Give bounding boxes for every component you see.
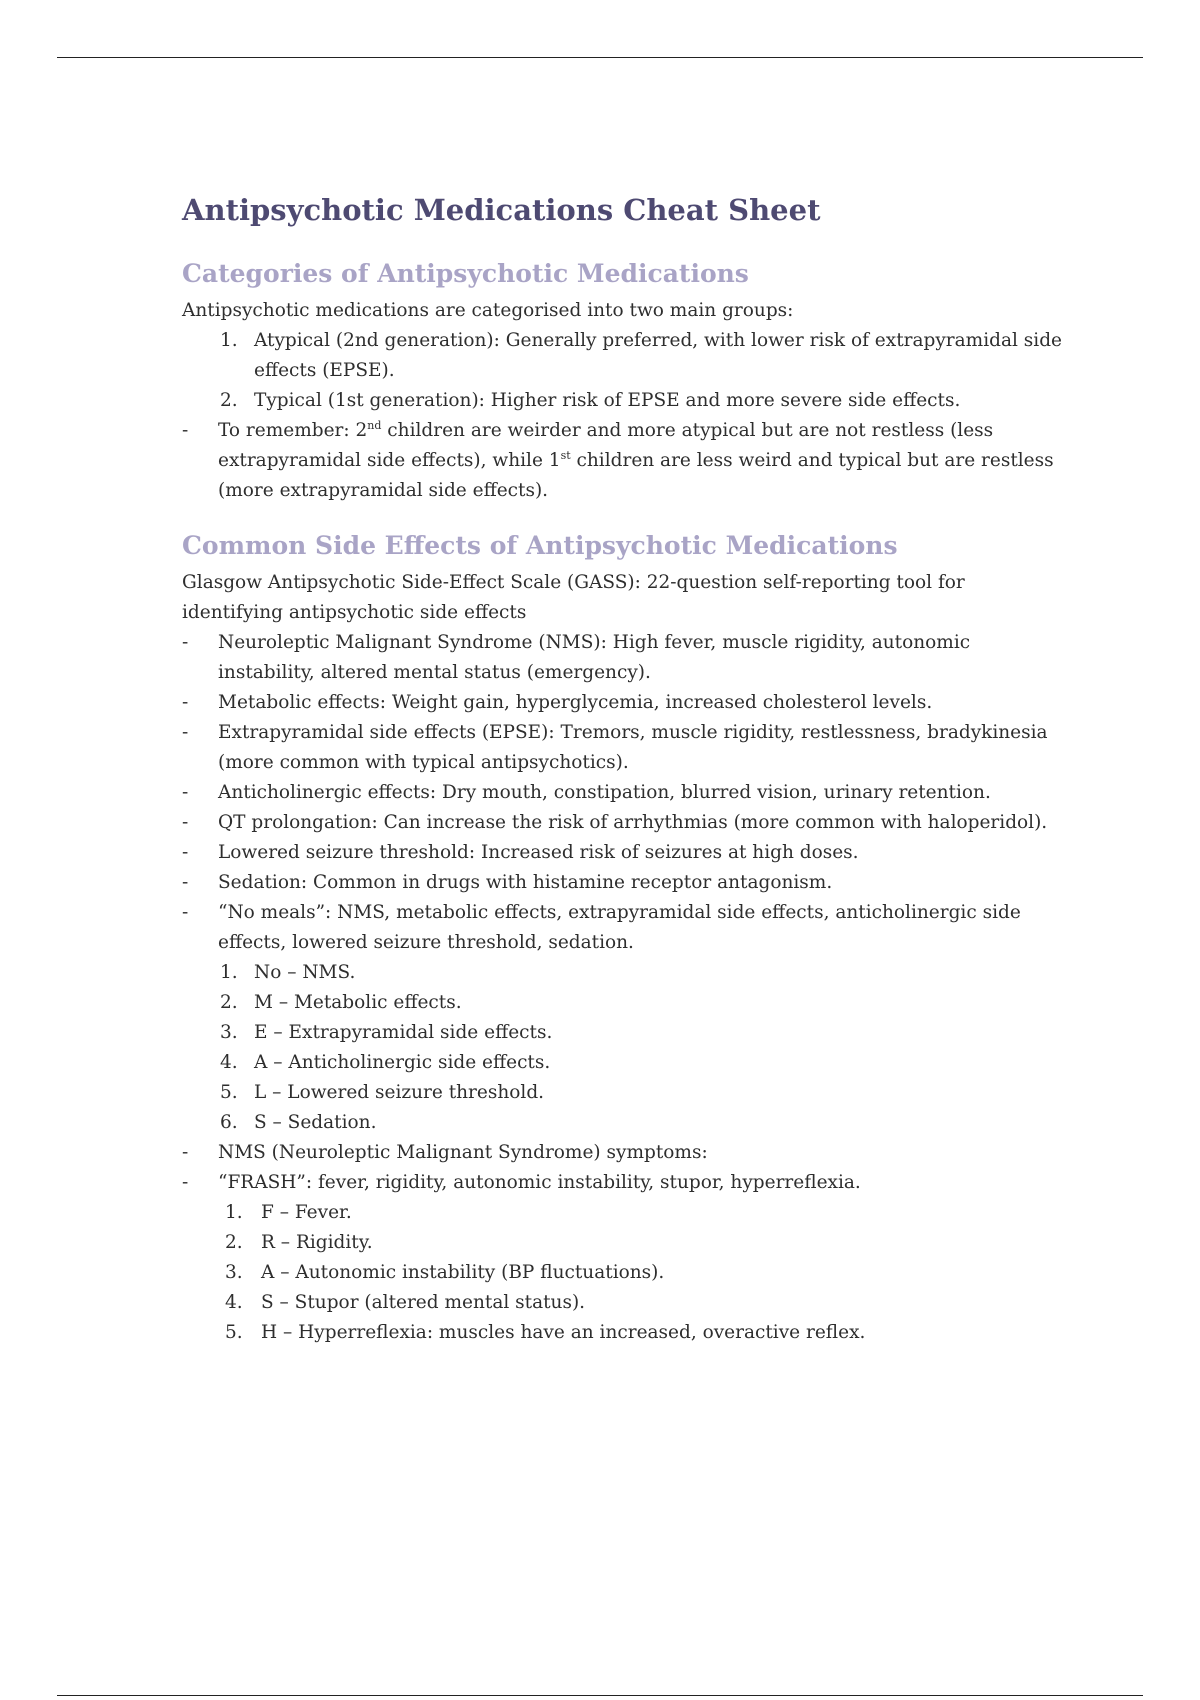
nms-list [182,1138,1062,1198]
remember-list [182,416,1062,506]
list-item: 3. A – Autonomic instability (BP fluctuations). [225,1262,665,1283]
list-item: 2. Typical (1st generation): Higher risk of EPSE and more severe side effects. [220,390,961,411]
categories-intro: Antipsychotic medications are categorised into two main groups: [182,300,794,321]
list-item: 3. E – Extrapyramidal side effects. [220,1022,553,1043]
list-item: 1. F – Fever. [225,1202,352,1223]
list-item: 4. A – Anticholinergic side effects. [220,1052,551,1073]
side-effects-list [182,628,1062,958]
list-item: - Extrapyramidal side effects (EPSE): Tremors, muscle rigidity, restlessness, bradykinesia (more common with typical antipsychotics). [182,722,1048,773]
list-item: - “FRASH”: fever, rigidity, autonomic instability, stupor, hyperreflexia. [182,1172,861,1193]
gass-intro: Glasgow Antipsychotic Side-Effect Scale (GASS): 22-question self-reporting tool for identifying antipsychotic side effects [182,572,965,623]
section-heading-side-effects: Common Side Effects of Antipsychotic Medications [182,531,898,560]
list-item: 5. L – Lowered seizure threshold. [220,1082,545,1103]
list-item: - Neuroleptic Malignant Syndrome (NMS): High fever, muscle rigidity, autonomic instability, altered mental status (emergency). [182,632,971,683]
list-item: 4. S – Stupor (altered mental status). [225,1292,586,1313]
page-title: Antipsychotic Medications Cheat Sheet [182,193,821,227]
document-body [182,192,1062,1348]
list-item: - Anticholinergic effects: Dry mouth, constipation, blurred vision, urinary retention. [182,782,991,803]
list-item: 1. Atypical (2nd generation): Generally preferred, with lower risk of extrapyramidal side effects (EPSE). [220,330,1062,381]
categories-list [182,326,1062,416]
footer-rule [57,1695,1143,1696]
list-item: 1. No – NMS. [220,962,356,983]
list-item: - “No meals”: NMS, metabolic effects, extrapyramidal side effects, anticholinergic side effects, lowered seizure threshold, sedation. [182,902,1021,953]
list-item: - Metabolic effects: Weight gain, hyperglycemia, increased cholesterol levels. [182,692,933,713]
list-item: - NMS (Neuroleptic Malignant Syndrome) symptoms: [182,1142,708,1163]
list-item: 6. S – Sedation. [220,1112,377,1133]
remember-note: - To remember: 2nd children are weirder and more atypical but are not restless (less extrapyramidal side effects), while 1st children are less weird and typical but are restless (more extrapyramidal side effects). [182,418,1054,501]
list-item: 2. M – Metabolic effects. [220,992,462,1013]
list-item: 5. H – Hyperreflexia: muscles have an increased, overactive reflex. [225,1322,866,1343]
no-meals-list [182,958,1062,1138]
section-heading-categories: Categories of Antipsychotic Medications [182,259,749,288]
list-item: - QT prolongation: Can increase the risk of arrhythmias (more common with haloperidol). [182,812,1048,833]
list-item: - Lowered seizure threshold: Increased risk of seizures at high doses. [182,842,859,863]
list-item: - Sedation: Common in drugs with histamine receptor antagonism. [182,872,833,893]
header-rule [57,57,1143,58]
frash-list [182,1198,1062,1348]
list-item: 2. R – Rigidity. [225,1232,373,1253]
